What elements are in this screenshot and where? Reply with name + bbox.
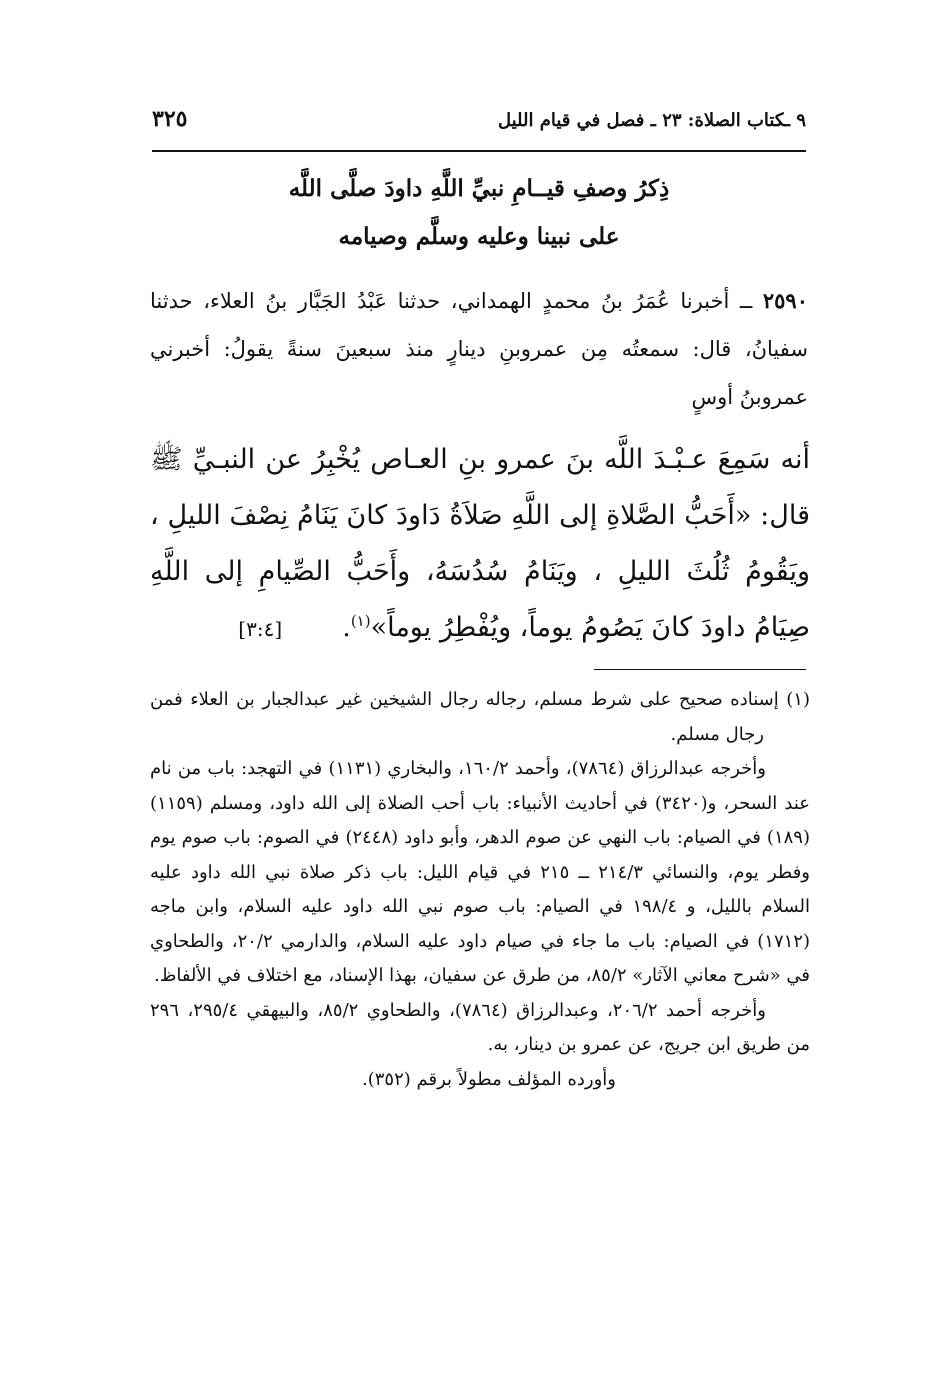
header-divider [152, 150, 806, 152]
footnote-takhrij-1: وأخرجه عبدالرزاق (٧٨٦٤)، وأحمد ١٦٠/٢، والبخاري (١١٣١) في التهجد: باب من نام عند السحر، و(٣٤٢٠) في أحاديث الأنبياء: باب أحب الصلاة إلى الله داود، ومسلم (١١٥٩) (١٨٩) في الصيام: باب النهي عن صوم الدهر، وأبو داود (٢٤٤٨) في الصوم: باب صوم يوم وفطر يوم، والنسائي ٢١٤/٣ ــ ٢١٥ في قيام الليل: باب ذكر صلاة نبي الله داود عليه السلام بالليل، و ١٩٨/٤ في الصيام: باب صوم نبي الله داود عليه السلام، وابن ماجه (١٧١٢) في الصيام: باب ما جاء في صيام داود عليه السلام، والدارمي ٢٠/٢، والطحاوي في «شرح معاني الآثار» ٨٥/٢، من طرق عن سفيان، بهذا الإسناد، مع اختلاف في الألفاظ. [150, 758, 811, 986]
hadith-matn: أنه سَمِعَ عـبْـدَ اللَّه بنَ عمرو بنِ العـاص يُخْبِرُ عن النبـيِّ ﷺ قال: «أَحَبُّ الصَّلاةِ إلى اللَّهِ صَلاَةُ دَاودَ كانَ يَنَامُ نِصْفَ الليلِ ، ويَقُومُ ثُلُثَ الليلِ ، ويَنَامُ سُدُسَهُ، وأَحَبُّ الصِّيامِ إلى اللَّهِ صِيَامُ داودَ كانَ يَصُومُ يوماً، ويُفْطِرُ يوماً»$^{(١)}$. [٣:٤] [150, 444, 810, 643]
chapter-title-line-2: على نبينا وعليه وسلَّم وصيامه [338, 223, 620, 250]
footnote-divider [594, 669, 806, 670]
hadith-number: ٢٥٩٠ [762, 288, 808, 313]
running-head: ٩ ـكتاب الصلاة: ٢٣ ـ فصل في قيام الليل [497, 110, 806, 131]
chapter-title-line-1: ذِكرُ وصفِ قيــامِ نبيِّ اللَّهِ داودَ صلَّى اللَّه [288, 175, 670, 202]
isnad-text: ــ أخبرنا عُمَرُ بنُ محمدٍ الهمداني، حدثنا عَبْدُ الجَبَّار بنُ العلاء، حدثنا سفيانُ، قال: سمعتُه مِن عمروبنِ دينارٍ منذ سبعينَ سنةً يقولُ: أخبرني عمروبنُ أوسٍ [150, 289, 808, 409]
matn-text: أنه سَمِعَ عـبْـدَ اللَّه بنَ عمرو بنِ العـاص يُخْبِرُ عن النبـيِّ ﷺ قال: «أَحَبُّ الصَّلاةِ إلى اللَّهِ صَلاَةُ دَاودَ كانَ يَنَامُ نِصْفَ الليلِ ، ويَقُومُ ثُلُثَ الليلِ ، ويَنَامُ سُدُسَهُ، وأَحَبُّ الصِّيامِ إلى اللَّهِ صِيَامُ داودَ كانَ يَصُومُ يوماً، ويُفْطِرُ يوماً» [150, 444, 810, 643]
hadith-reference: [٣:٤] [238, 617, 283, 641]
chapter-title [152, 165, 806, 261]
footnote-takhrij-2: وأخرجه أحمد ٢٠٦/٢، وعبدالرزاق (٧٨٦٤)، والطحاوي ٨٥/٢، والبيهقي ٢٩٥/٤، ٢٩٦ من طريق ابن جريج، عن عمرو بن دينار، به. [150, 999, 810, 1055]
footnote-1: (١) إسناده صحيح على شرط مسلم، رجاله رجال الشيخين غير عبدالجبار بن العلاء فمن رجال مسلم. [150, 689, 810, 745]
footnotes [150, 683, 810, 1097]
footnote-marker: (١) [350, 612, 371, 630]
hadith-isnad [150, 277, 808, 421]
page-number: ٣٢٥ [152, 106, 188, 132]
page-header [152, 104, 806, 148]
footnote-takhrij-3: وأورده المؤلف مطولاً برقم (٣٥٢). [361, 1068, 616, 1090]
